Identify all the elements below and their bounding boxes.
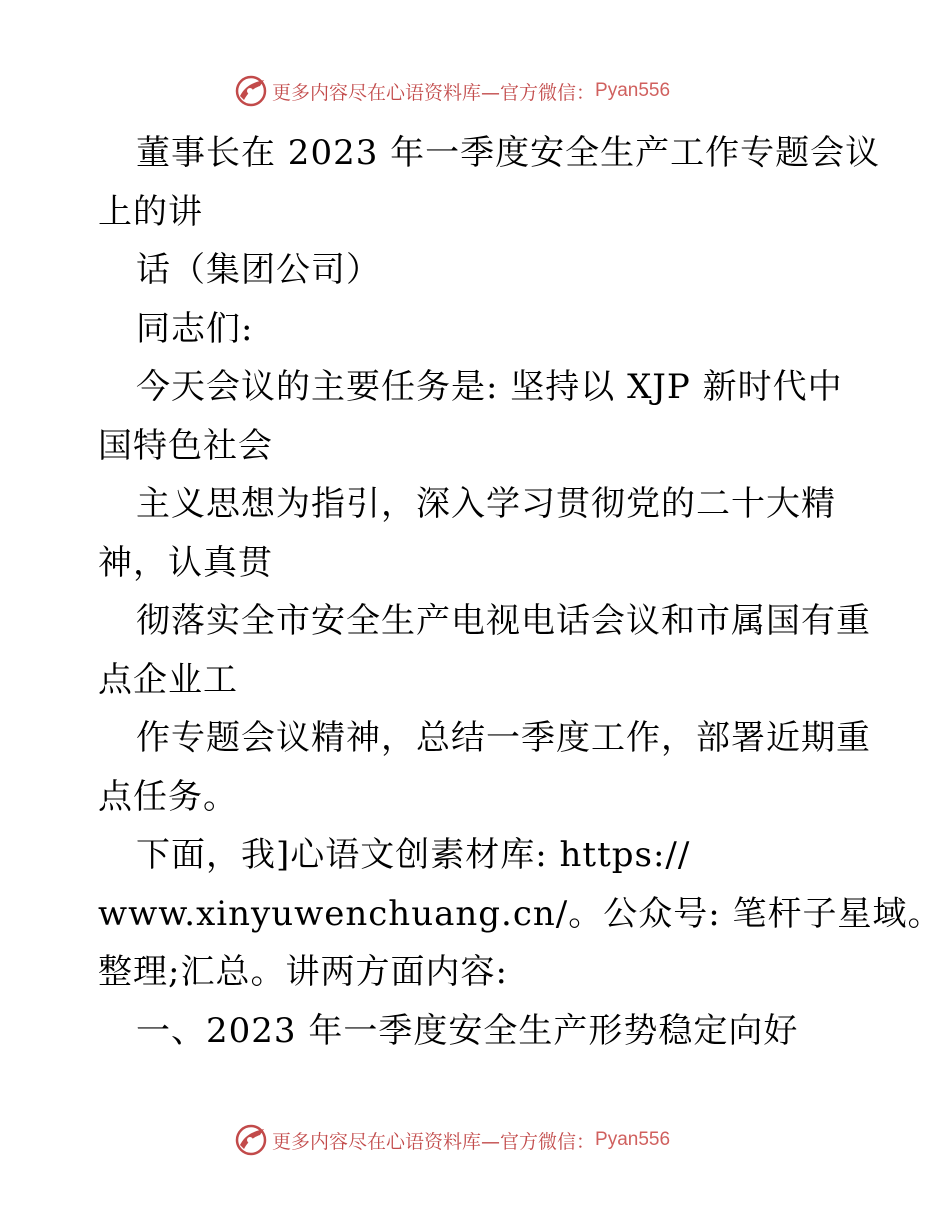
pen-logo-icon: [234, 1123, 268, 1157]
watermark-text: 更多内容尽在心语资料库—官方微信：: [272, 1130, 596, 1153]
document-line: 点任务。: [98, 776, 238, 817]
document-line: www.xinyuwenchuang.cn/。公众号: 笔杆子星域。: [98, 893, 943, 934]
document-line: 董事长在 2023 年一季度安全生产工作专题会议: [136, 133, 881, 173]
document-line: 上的讲: [98, 191, 203, 232]
watermark-footer: [234, 1122, 670, 1158]
watermark-wechat-id: Pyan556: [595, 1129, 671, 1150]
watermark-wechat-id: Pyan556: [595, 80, 671, 101]
document-line: 主义思想为指引，深入学习贯彻党的二十大精: [136, 484, 836, 524]
document-line: 同志们:: [136, 308, 254, 349]
document-line: 点企业工: [98, 659, 238, 700]
document-line: 神，认真贯: [98, 542, 273, 583]
document-line: 彻落实全市安全生产电视电话会议和市属国有重: [136, 601, 871, 641]
watermark-text: 更多内容尽在心语资料库—官方微信：: [272, 81, 596, 104]
document-line: 话（集团公司）: [136, 250, 381, 290]
document-line: 下面，我]心语文创素材库: https://: [136, 835, 691, 875]
pen-logo-icon: [234, 74, 268, 108]
watermark-header: [234, 73, 670, 109]
document-line: 今天会议的主要任务是: 坚持以 XJP 新时代中: [136, 367, 843, 407]
document-body: [98, 124, 943, 1060]
document-line: 作专题会议精神，总结一季度工作，部署近期重: [136, 718, 871, 758]
document-line: 整理;汇总。讲两方面内容:: [98, 952, 508, 992]
document-line: 一、2023 年一季度安全生产形势稳定向好: [136, 1010, 799, 1051]
document-line: 国特色社会: [98, 425, 273, 466]
